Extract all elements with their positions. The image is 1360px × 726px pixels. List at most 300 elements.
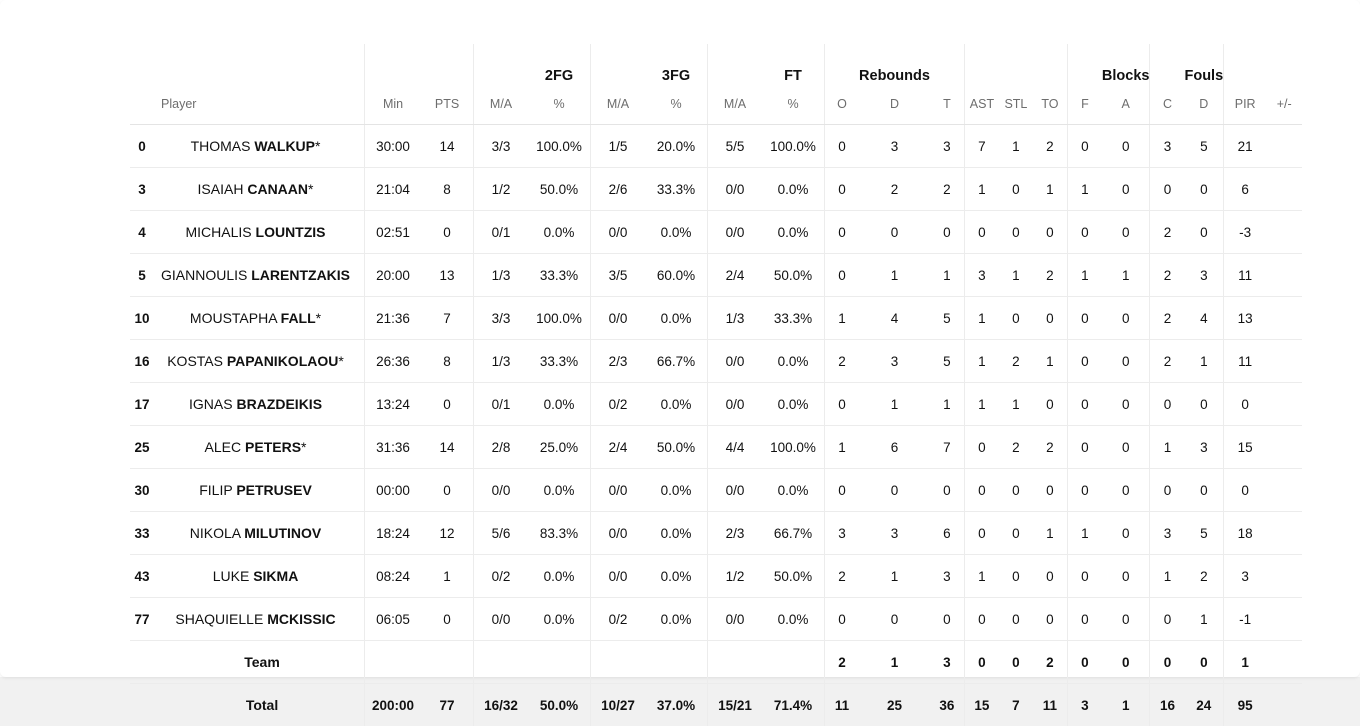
group-header-rebounds-o xyxy=(825,44,860,84)
col-header-to[interactable]: TO xyxy=(1033,84,1068,125)
cell-foul-d: 5 xyxy=(1184,125,1223,168)
cell-2fg-pct: 25.0% xyxy=(528,426,591,469)
cell-plusminus xyxy=(1266,340,1302,383)
cell-min: 26:36 xyxy=(365,340,422,383)
cell-blk-f: 0 xyxy=(1067,469,1102,512)
cell-reb-t: 3 xyxy=(930,125,965,168)
cell-reb-o: 1 xyxy=(825,426,860,469)
player-number: 17 xyxy=(130,383,159,426)
player-number: 43 xyxy=(130,555,159,598)
player-number: 5 xyxy=(130,254,159,297)
starter-marker: * xyxy=(338,353,343,369)
col-header-stl[interactable]: STL xyxy=(999,84,1033,125)
cell-stl: 0 xyxy=(999,598,1033,641)
cell-to: 0 xyxy=(1033,297,1068,340)
group-header-ft: FT xyxy=(762,44,825,84)
player-number: 77 xyxy=(130,598,159,641)
cell-2fg-pct: 0.0% xyxy=(528,211,591,254)
cell-ast: 1 xyxy=(964,297,999,340)
player-last-name: BRAZDEIKIS xyxy=(236,396,322,412)
cell-to: 11 xyxy=(1033,684,1068,726)
cell-blk-a: 0 xyxy=(1102,469,1150,512)
cell-ft-pct xyxy=(762,641,825,684)
cell-reb-t: 0 xyxy=(930,598,965,641)
cell-reb-t: 1 xyxy=(930,383,965,426)
cell-ast: 3 xyxy=(964,254,999,297)
cell-ft-pct: 100.0% xyxy=(762,125,825,168)
cell-ft-ma: 5/5 xyxy=(708,125,763,168)
cell-foul-d: 4 xyxy=(1184,297,1223,340)
cell-pir: -3 xyxy=(1224,211,1267,254)
cell-pts: 0 xyxy=(421,383,474,426)
cell-min: 20:00 xyxy=(365,254,422,297)
starter-marker: * xyxy=(316,310,321,326)
player-name[interactable] xyxy=(159,254,365,297)
player-name[interactable] xyxy=(159,426,365,469)
table-row[interactable] xyxy=(130,211,1302,254)
cell-reb-o: 2 xyxy=(825,555,860,598)
cell-blk-f: 0 xyxy=(1067,297,1102,340)
cell-reb-o: 0 xyxy=(825,168,860,211)
col-header-blk-a[interactable]: A xyxy=(1102,84,1150,125)
player-number: 3 xyxy=(130,168,159,211)
table-row[interactable] xyxy=(130,383,1302,426)
group-spacer-to xyxy=(1033,44,1068,84)
cell-pir: 95 xyxy=(1224,684,1267,726)
cell-ft-pct: 66.7% xyxy=(762,512,825,555)
player-first-name: ISAIAH xyxy=(198,181,248,197)
cell-reb-t: 5 xyxy=(930,340,965,383)
cell-reb-o: 1 xyxy=(825,297,860,340)
cell-pir: 3 xyxy=(1224,555,1267,598)
cell-to: 1 xyxy=(1033,512,1068,555)
cell-ast: 0 xyxy=(964,598,999,641)
col-header-2fg-pct[interactable]: % xyxy=(528,84,591,125)
player-name[interactable] xyxy=(159,598,365,641)
player-number: 4 xyxy=(130,211,159,254)
cell-ft-ma: 0/0 xyxy=(708,598,763,641)
table-row[interactable] xyxy=(130,598,1302,641)
cell-min: 08:24 xyxy=(365,555,422,598)
cell-2fg-ma: 1/3 xyxy=(474,254,529,297)
cell-pir: 21 xyxy=(1224,125,1267,168)
group-spacer-pir xyxy=(1224,44,1267,84)
cell-2fg-ma: 0/1 xyxy=(474,383,529,426)
table-row[interactable] xyxy=(130,340,1302,383)
cell-blk-f: 1 xyxy=(1067,512,1102,555)
col-header-2fg-ma[interactable]: M/A xyxy=(474,84,529,125)
cell-pir: 1 xyxy=(1224,641,1267,684)
cell-reb-d: 3 xyxy=(859,512,930,555)
cell-3fg-ma: 0/2 xyxy=(591,598,646,641)
cell-pir: 0 xyxy=(1224,469,1267,512)
cell-stl: 1 xyxy=(999,125,1033,168)
cell-pts: 0 xyxy=(421,469,474,512)
cell-min: 06:05 xyxy=(365,598,422,641)
cell-ast: 0 xyxy=(964,211,999,254)
col-header-ft-ma[interactable]: M/A xyxy=(708,84,763,125)
team-row-label: Team xyxy=(159,641,365,684)
cell-plusminus xyxy=(1266,383,1302,426)
player-first-name: THOMAS xyxy=(191,138,255,154)
cell-ft-ma: 1/3 xyxy=(708,297,763,340)
player-name[interactable] xyxy=(159,340,365,383)
cell-stl: 0 xyxy=(999,641,1033,684)
cell-stl: 2 xyxy=(999,426,1033,469)
cell-2fg-pct xyxy=(528,641,591,684)
cell-blk-f: 1 xyxy=(1067,168,1102,211)
group-header-rebounds: Rebounds xyxy=(859,44,930,84)
cell-blk-f: 0 xyxy=(1067,340,1102,383)
cell-blk-a: 0 xyxy=(1102,297,1150,340)
cell-foul-d: 0 xyxy=(1184,383,1223,426)
cell-foul-d: 0 xyxy=(1184,211,1223,254)
cell-3fg-pct: 0.0% xyxy=(645,211,708,254)
col-header-reb-d[interactable]: D xyxy=(859,84,930,125)
cell-foul-d: 0 xyxy=(1184,641,1223,684)
col-header-pir[interactable]: PIR xyxy=(1224,84,1267,125)
cell-foul-d: 1 xyxy=(1184,340,1223,383)
cell-plusminus xyxy=(1266,598,1302,641)
cell-to: 0 xyxy=(1033,211,1068,254)
cell-reb-t: 3 xyxy=(930,555,965,598)
cell-blk-f: 0 xyxy=(1067,641,1102,684)
cell-3fg-pct: 60.0% xyxy=(645,254,708,297)
cell-to: 1 xyxy=(1033,168,1068,211)
cell-2fg-pct: 0.0% xyxy=(528,555,591,598)
cell-blk-f: 1 xyxy=(1067,254,1102,297)
cell-reb-d: 0 xyxy=(859,211,930,254)
group-spacer-ast xyxy=(964,44,999,84)
cell-2fg-ma: 2/8 xyxy=(474,426,529,469)
cell-3fg-pct: 66.7% xyxy=(645,340,708,383)
cell-min: 30:00 xyxy=(365,125,422,168)
cell-plusminus xyxy=(1266,211,1302,254)
cell-reb-t: 7 xyxy=(930,426,965,469)
player-name[interactable] xyxy=(159,383,365,426)
cell-min: 21:36 xyxy=(365,297,422,340)
cell-2fg-pct: 33.3% xyxy=(528,254,591,297)
cell-to: 0 xyxy=(1033,598,1068,641)
table-row[interactable] xyxy=(130,555,1302,598)
cell-3fg-pct: 20.0% xyxy=(645,125,708,168)
cell-stl: 0 xyxy=(999,297,1033,340)
player-first-name: SHAQUIELLE xyxy=(175,611,267,627)
group-header-3fg: 3FG xyxy=(645,44,708,84)
cell-min: 21:04 xyxy=(365,168,422,211)
cell-reb-o: 3 xyxy=(825,512,860,555)
cell-3fg-pct: 0.0% xyxy=(645,297,708,340)
cell-plusminus xyxy=(1266,297,1302,340)
col-header-3fg-pct[interactable]: % xyxy=(645,84,708,125)
column-header-row xyxy=(130,84,1302,125)
cell-ft-pct: 0.0% xyxy=(762,211,825,254)
cell-foul-c: 16 xyxy=(1150,684,1185,726)
cell-ft-pct: 50.0% xyxy=(762,254,825,297)
cell-ft-pct: 50.0% xyxy=(762,555,825,598)
cell-3fg-ma: 0/0 xyxy=(591,512,646,555)
player-name[interactable] xyxy=(159,555,365,598)
group-header-fouls: Fouls xyxy=(1184,44,1223,84)
cell-2fg-ma: 16/32 xyxy=(474,684,529,726)
cell-3fg-ma: 0/0 xyxy=(591,211,646,254)
cell-blk-a: 0 xyxy=(1102,383,1150,426)
col-header-player[interactable]: Player xyxy=(159,84,365,125)
cell-plusminus xyxy=(1266,254,1302,297)
player-name[interactable] xyxy=(159,211,365,254)
cell-reb-t: 2 xyxy=(930,168,965,211)
cell-min xyxy=(365,641,422,684)
cell-2fg-ma: 1/3 xyxy=(474,340,529,383)
cell-foul-c: 0 xyxy=(1150,641,1185,684)
cell-to: 0 xyxy=(1033,555,1068,598)
cell-3fg-pct xyxy=(645,641,708,684)
cell-ft-ma xyxy=(708,641,763,684)
cell-plusminus xyxy=(1266,469,1302,512)
cell-reb-d: 3 xyxy=(859,340,930,383)
player-number: 16 xyxy=(130,340,159,383)
cell-reb-d: 6 xyxy=(859,426,930,469)
cell-plusminus xyxy=(1266,684,1302,726)
team-row-spacer xyxy=(130,641,159,684)
cell-2fg-ma: 0/0 xyxy=(474,598,529,641)
cell-reb-d: 4 xyxy=(859,297,930,340)
cell-reb-t: 0 xyxy=(930,469,965,512)
cell-ft-pct: 0.0% xyxy=(762,383,825,426)
player-name[interactable] xyxy=(159,469,365,512)
cell-reb-d: 1 xyxy=(859,641,930,684)
cell-blk-f: 0 xyxy=(1067,211,1102,254)
col-header-ft-pct[interactable]: % xyxy=(762,84,825,125)
col-header-reb-t[interactable]: T xyxy=(930,84,965,125)
cell-plusminus xyxy=(1266,641,1302,684)
cell-pir: 11 xyxy=(1224,254,1267,297)
cell-2fg-ma: 5/6 xyxy=(474,512,529,555)
cell-pts: 8 xyxy=(421,168,474,211)
cell-pts: 14 xyxy=(421,426,474,469)
cell-2fg-pct: 0.0% xyxy=(528,469,591,512)
cell-reb-o: 0 xyxy=(825,598,860,641)
cell-ast: 15 xyxy=(964,684,999,726)
table-row[interactable] xyxy=(130,512,1302,555)
cell-foul-c: 1 xyxy=(1150,555,1185,598)
cell-stl: 0 xyxy=(999,512,1033,555)
cell-2fg-pct: 100.0% xyxy=(528,125,591,168)
cell-ft-ma: 1/2 xyxy=(708,555,763,598)
table-row[interactable] xyxy=(130,168,1302,211)
cell-reb-t: 5 xyxy=(930,297,965,340)
cell-foul-c: 3 xyxy=(1150,125,1185,168)
cell-2fg-ma: 0/0 xyxy=(474,469,529,512)
cell-3fg-pct: 37.0% xyxy=(645,684,708,726)
col-header-3fg-ma[interactable]: M/A xyxy=(591,84,646,125)
player-name[interactable] xyxy=(159,125,365,168)
cell-3fg-ma: 2/6 xyxy=(591,168,646,211)
player-number: 25 xyxy=(130,426,159,469)
cell-2fg-pct: 50.0% xyxy=(528,684,591,726)
cell-3fg-ma: 2/4 xyxy=(591,426,646,469)
cell-min: 31:36 xyxy=(365,426,422,469)
cell-reb-o: 0 xyxy=(825,469,860,512)
cell-reb-d: 1 xyxy=(859,254,930,297)
cell-3fg-ma: 0/0 xyxy=(591,469,646,512)
group-header-ft-left xyxy=(708,44,763,84)
cell-2fg-ma: 0/1 xyxy=(474,211,529,254)
cell-blk-f: 0 xyxy=(1067,598,1102,641)
cell-stl: 1 xyxy=(999,383,1033,426)
player-last-name: WALKUP xyxy=(254,138,315,154)
cell-3fg-pct: 0.0% xyxy=(645,598,708,641)
col-header-min[interactable]: Min xyxy=(365,84,422,125)
player-name[interactable] xyxy=(159,168,365,211)
group-spacer-num xyxy=(130,44,159,84)
col-header-number xyxy=(130,84,159,125)
cell-foul-d: 0 xyxy=(1184,168,1223,211)
col-header-plusminus[interactable]: +/- xyxy=(1266,84,1302,125)
group-spacer-pts xyxy=(421,44,474,84)
cell-blk-f: 0 xyxy=(1067,383,1102,426)
player-number: 33 xyxy=(130,512,159,555)
cell-reb-d: 0 xyxy=(859,598,930,641)
cell-blk-a: 0 xyxy=(1102,555,1150,598)
cell-foul-d: 24 xyxy=(1184,684,1223,726)
cell-pts: 12 xyxy=(421,512,474,555)
total-row-spacer xyxy=(130,684,159,726)
cell-ft-ma: 2/3 xyxy=(708,512,763,555)
cell-foul-c: 2 xyxy=(1150,340,1185,383)
cell-3fg-ma: 1/5 xyxy=(591,125,646,168)
table-row[interactable] xyxy=(130,297,1302,340)
group-spacer-name xyxy=(159,44,365,84)
cell-foul-c: 3 xyxy=(1150,512,1185,555)
cell-3fg-ma: 0/0 xyxy=(591,297,646,340)
player-last-name: LOUNTZIS xyxy=(256,224,326,240)
cell-foul-d: 1 xyxy=(1184,598,1223,641)
cell-to: 0 xyxy=(1033,383,1068,426)
cell-stl: 0 xyxy=(999,555,1033,598)
player-first-name: KOSTAS xyxy=(167,353,227,369)
table-row[interactable] xyxy=(130,469,1302,512)
cell-ast: 7 xyxy=(964,125,999,168)
cell-ft-ma: 2/4 xyxy=(708,254,763,297)
cell-ft-ma: 0/0 xyxy=(708,211,763,254)
player-first-name: MOUSTAPHA xyxy=(190,310,281,326)
player-first-name: MICHALIS xyxy=(186,224,256,240)
table-row[interactable] xyxy=(130,426,1302,469)
player-last-name: LARENTZAKIS xyxy=(251,267,350,283)
group-header-rebounds-t xyxy=(930,44,965,84)
group-header-fouls-left xyxy=(1150,44,1185,84)
cell-foul-d: 0 xyxy=(1184,469,1223,512)
cell-3fg-pct: 0.0% xyxy=(645,383,708,426)
player-last-name: PETERS xyxy=(245,439,301,455)
cell-3fg-pct: 33.3% xyxy=(645,168,708,211)
cell-3fg-ma: 2/3 xyxy=(591,340,646,383)
cell-blk-a: 0 xyxy=(1102,512,1150,555)
player-name[interactable] xyxy=(159,512,365,555)
starter-marker: * xyxy=(315,138,320,154)
cell-ft-ma: 0/0 xyxy=(708,168,763,211)
cell-3fg-pct: 0.0% xyxy=(645,555,708,598)
group-spacer-plusminus xyxy=(1266,44,1302,84)
player-last-name: SIKMA xyxy=(253,568,298,584)
cell-foul-c: 0 xyxy=(1150,598,1185,641)
cell-pir: 13 xyxy=(1224,297,1267,340)
player-number: 0 xyxy=(130,125,159,168)
cell-foul-c: 0 xyxy=(1150,383,1185,426)
cell-pts: 0 xyxy=(421,598,474,641)
cell-2fg-ma: 0/2 xyxy=(474,555,529,598)
cell-pir: 11 xyxy=(1224,340,1267,383)
cell-to: 2 xyxy=(1033,426,1068,469)
boxscore-table-body xyxy=(130,44,1302,726)
cell-reb-o: 11 xyxy=(825,684,860,726)
player-name[interactable] xyxy=(159,297,365,340)
cell-ft-ma: 0/0 xyxy=(708,383,763,426)
cell-blk-a: 0 xyxy=(1102,168,1150,211)
starter-marker: * xyxy=(301,439,306,455)
cell-ast: 0 xyxy=(964,641,999,684)
col-header-pts[interactable]: PTS xyxy=(421,84,474,125)
cell-stl: 0 xyxy=(999,211,1033,254)
cell-2fg-pct: 83.3% xyxy=(528,512,591,555)
player-number: 10 xyxy=(130,297,159,340)
cell-reb-o: 2 xyxy=(825,641,860,684)
cell-stl: 2 xyxy=(999,340,1033,383)
cell-reb-o: 0 xyxy=(825,211,860,254)
cell-plusminus xyxy=(1266,555,1302,598)
cell-pts: 0 xyxy=(421,211,474,254)
cell-pts: 14 xyxy=(421,125,474,168)
cell-reb-d: 0 xyxy=(859,469,930,512)
group-spacer-min xyxy=(365,44,422,84)
cell-blk-a: 1 xyxy=(1102,684,1150,726)
cell-ast: 1 xyxy=(964,340,999,383)
player-first-name: LUKE xyxy=(213,568,253,584)
cell-blk-a: 0 xyxy=(1102,211,1150,254)
cell-3fg-pct: 50.0% xyxy=(645,426,708,469)
cell-foul-d: 2 xyxy=(1184,555,1223,598)
col-header-reb-o[interactable]: O xyxy=(825,84,860,125)
col-header-blk-f[interactable]: F xyxy=(1067,84,1102,125)
cell-ast: 1 xyxy=(964,555,999,598)
group-header-3fg-left xyxy=(591,44,646,84)
group-header-2fg: 2FG xyxy=(528,44,591,84)
total-row xyxy=(130,684,1302,726)
cell-3fg-ma: 0/2 xyxy=(591,383,646,426)
cell-2fg-ma: 3/3 xyxy=(474,297,529,340)
player-first-name: FILIP xyxy=(199,482,236,498)
col-header-foul-c[interactable]: C xyxy=(1150,84,1185,125)
table-row[interactable] xyxy=(130,125,1302,168)
table-row[interactable] xyxy=(130,254,1302,297)
cell-stl: 1 xyxy=(999,254,1033,297)
starter-marker: * xyxy=(308,181,313,197)
cell-ast: 0 xyxy=(964,469,999,512)
col-header-foul-d[interactable]: D xyxy=(1184,84,1223,125)
cell-2fg-ma xyxy=(474,641,529,684)
cell-pts: 7 xyxy=(421,297,474,340)
cell-3fg-ma: 0/0 xyxy=(591,555,646,598)
cell-3fg-ma xyxy=(591,641,646,684)
cell-reb-t: 3 xyxy=(930,641,965,684)
cell-reb-d: 25 xyxy=(859,684,930,726)
cell-2fg-pct: 0.0% xyxy=(528,598,591,641)
cell-min: 13:24 xyxy=(365,383,422,426)
cell-blk-a: 0 xyxy=(1102,641,1150,684)
cell-pts: 8 xyxy=(421,340,474,383)
col-header-ast[interactable]: AST xyxy=(964,84,999,125)
